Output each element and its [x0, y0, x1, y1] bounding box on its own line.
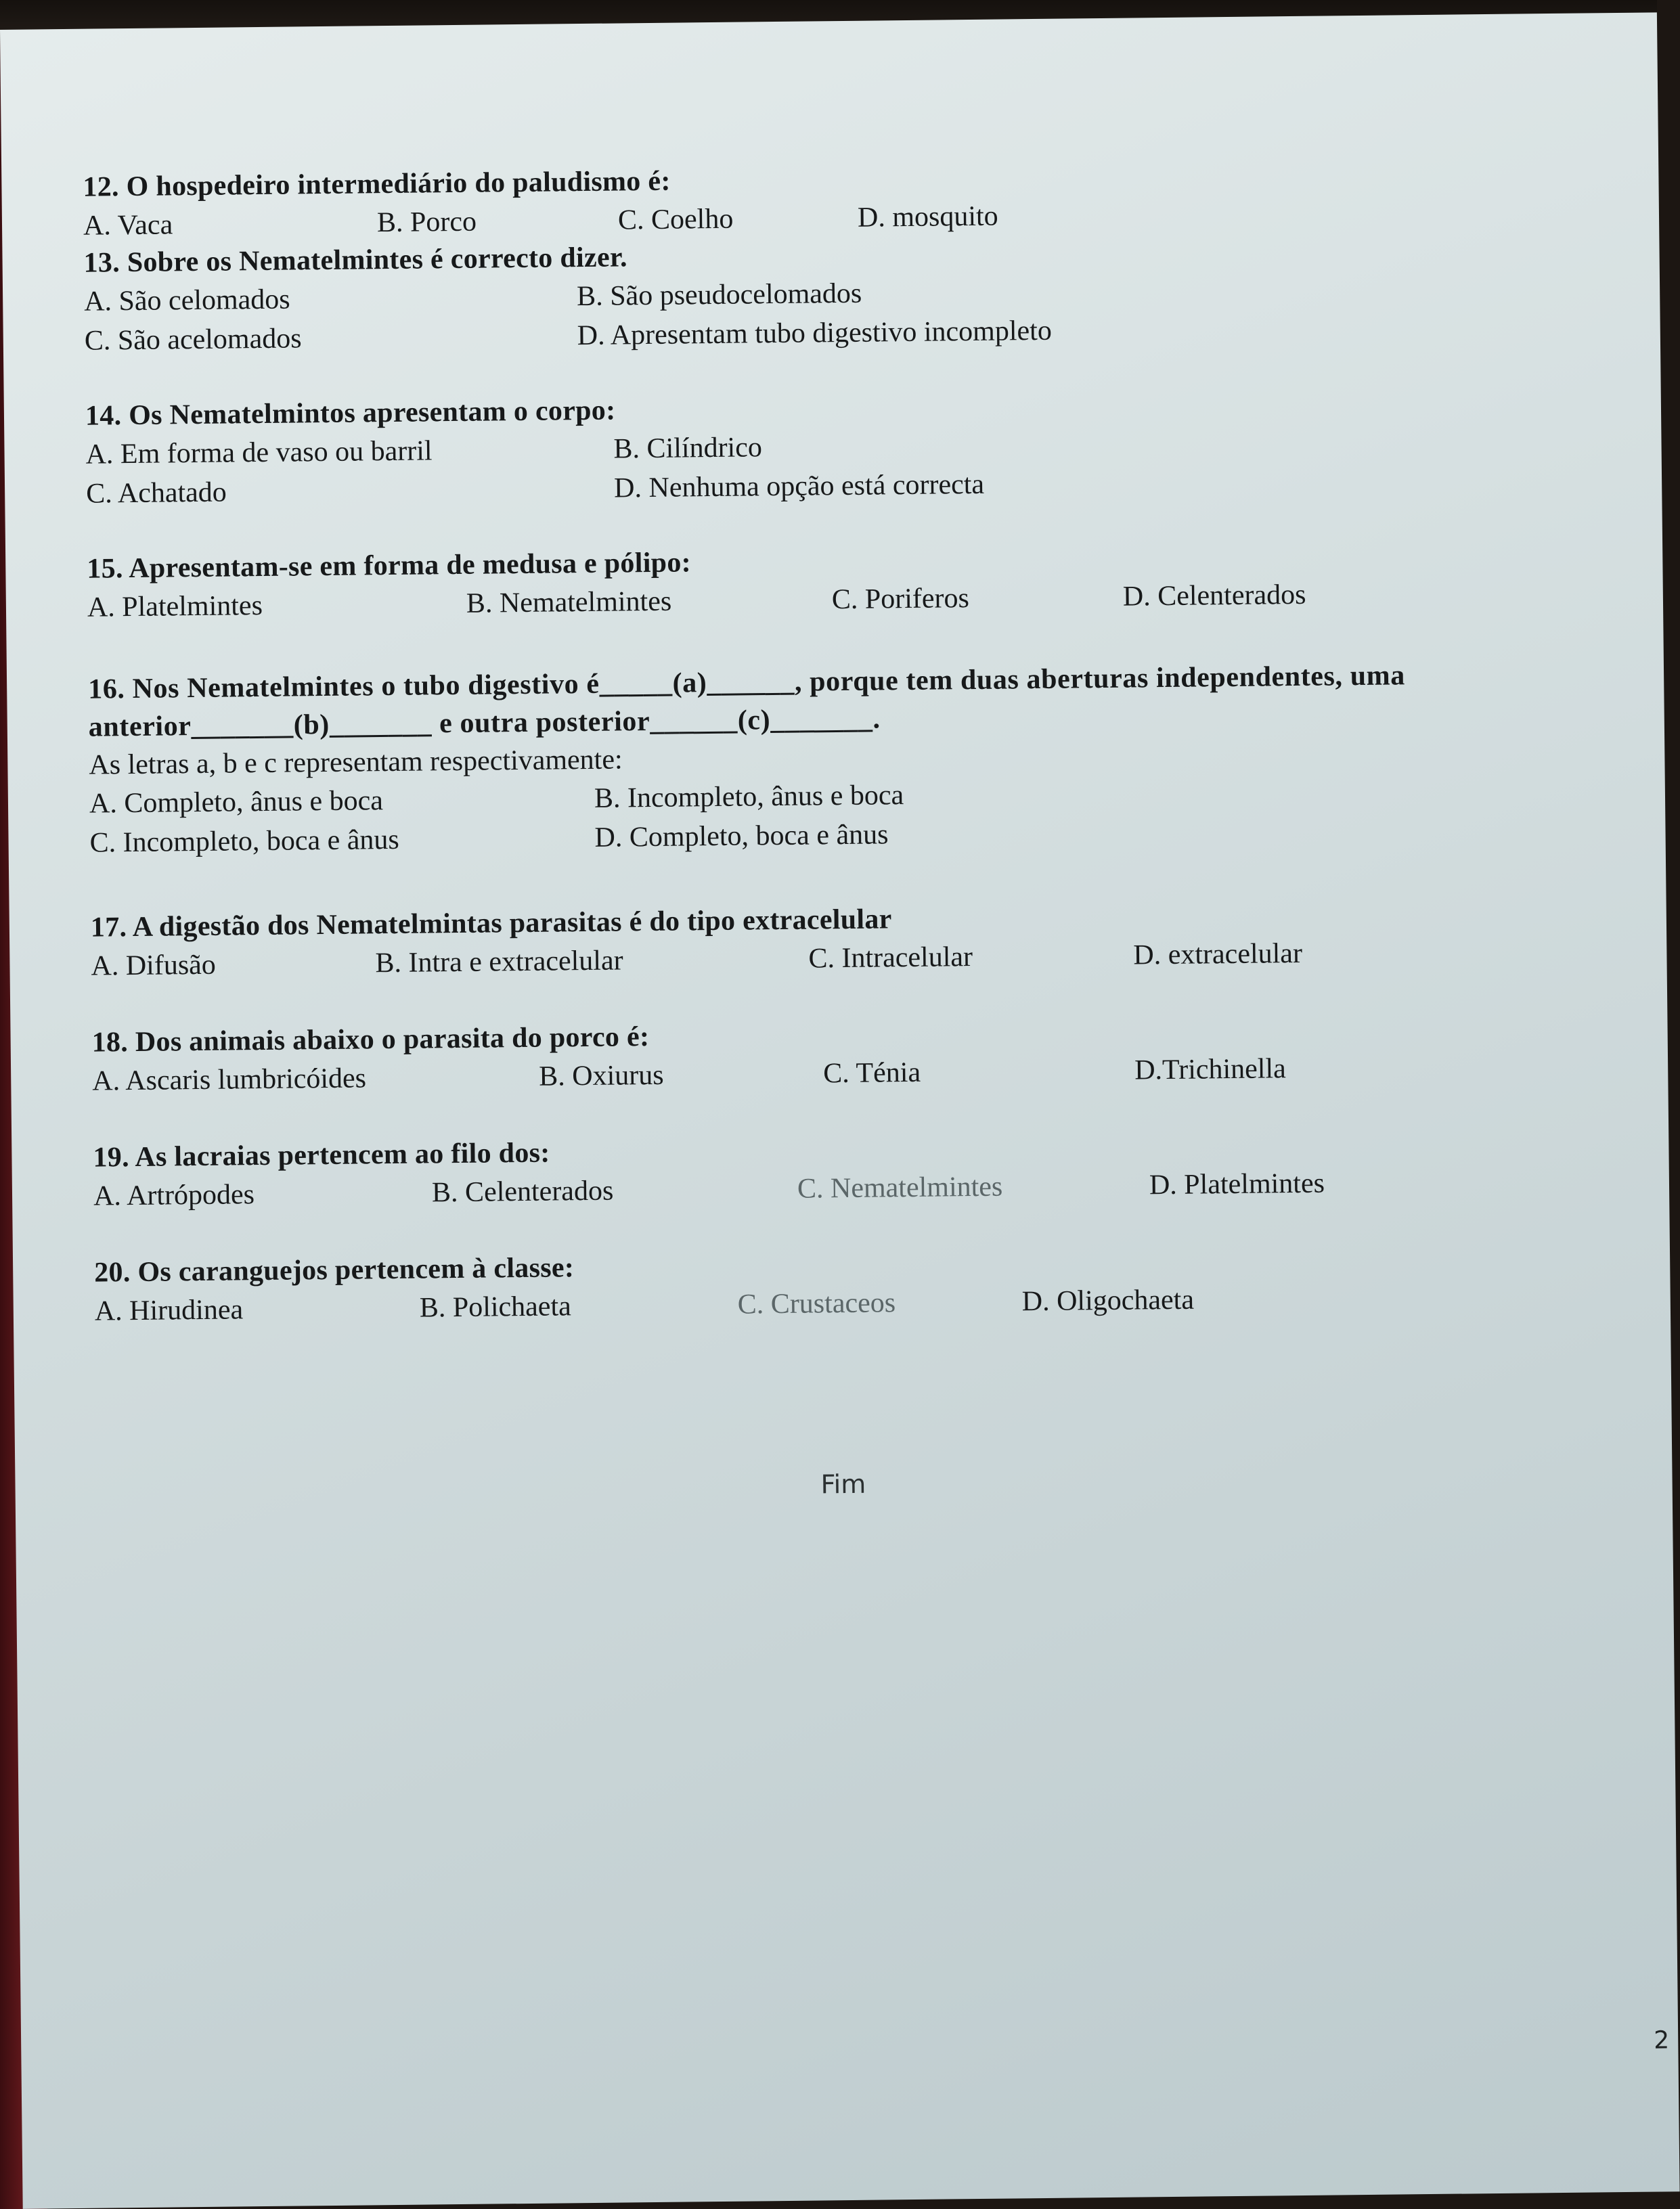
question-stem: 15. Apresentam-se em forma de medusa e pólipo: [87, 547, 692, 585]
option-c: C. São acelomados [84, 323, 302, 357]
option-c: C. Coelho [617, 203, 734, 236]
question-options [89, 769, 1579, 863]
option-d: D. Platelmintes [1149, 1167, 1325, 1201]
option-b: B. Intra e extracelular [375, 945, 623, 979]
option-b: B. Polichaeta [419, 1291, 571, 1324]
question-19 [93, 1123, 1583, 1216]
option-b: B. Porco [376, 206, 477, 239]
option-b: B. Nematelmintes [466, 585, 672, 619]
option-d: D. Apresentam tubo digestivo incompleto [577, 315, 1053, 352]
option-d: D. mosquito [857, 200, 998, 233]
question-options [84, 267, 1574, 361]
question-stem: 14. Os Nematelmintos apresentam o corpo: [85, 395, 616, 432]
option-d: D. Completo, boca e ânus [594, 819, 889, 853]
option-a: A. Difusão [91, 949, 217, 982]
option-b: B. Cilíndrico [613, 432, 763, 465]
exam-sheet [0, 12, 1680, 2208]
option-b: B. Celenterados [431, 1175, 614, 1209]
option-b: B. Incompleto, ânus e boca [594, 780, 904, 814]
question-18 [91, 1008, 1581, 1101]
option-c: C. Crustaceos [737, 1287, 896, 1320]
question-20 [94, 1239, 1584, 1331]
question-stem: 12. O hospedeiro intermediário do paludismo é: [83, 165, 671, 203]
question-17 [91, 893, 1580, 986]
option-a: A. Platelmintes [87, 589, 263, 623]
option-c: C. Poriferos [831, 583, 970, 616]
option-a: A. Hirudinea [94, 1294, 244, 1327]
question-stem: 16. Nos Nematelmintes o tubo digestivo é_____(a)______, porque tem duas aberturas independentes, uma anterior_______(b)_______ e outra posterior______(c)_______. [87, 660, 1406, 743]
question-stem: 17. A digestão dos Nematelmintas parasitas é do tipo extracelular [90, 903, 892, 943]
option-c: C. Intracelular [808, 941, 973, 975]
option-d: D. Nenhuma opção está correcta [613, 468, 985, 504]
question-instruction: As letras a, b e c representam respectivamente: [89, 744, 623, 781]
option-d: D. Oligochaeta [1021, 1284, 1195, 1318]
question-stem: 13. Sobre os Nematelmintes é correcto dizer. [83, 242, 628, 279]
option-a: A. São celomados [83, 284, 290, 317]
question-14 [85, 382, 1576, 514]
end-text: Fim [820, 1469, 866, 1500]
option-b: B. São pseudocelomados [576, 277, 862, 313]
page-number: 2 [1654, 2026, 1670, 2055]
option-c: C. Nematelmintes [797, 1171, 1003, 1205]
option-a: A. Vaca [83, 209, 173, 242]
exam-content [83, 135, 1572, 1327]
option-d: D. Celenterados [1122, 579, 1306, 612]
question-stem: 18. Dos animais abaixo o parasita do porco é: [91, 1021, 650, 1058]
question-options [85, 420, 1575, 514]
option-d: D.Trichinella [1134, 1053, 1287, 1086]
option-c: C. Achatado [85, 476, 227, 510]
question-stem: 19. As lacraias pertencem ao filo dos: [93, 1137, 550, 1174]
option-a: A. Ascaris lumbricóides [92, 1063, 367, 1097]
question-13 [83, 229, 1574, 361]
question-15 [87, 535, 1576, 627]
question-stem: 20. Os caranguejos pertencem à classe: [93, 1252, 575, 1289]
option-a: A. Artrópodes [93, 1179, 255, 1212]
question-16 [88, 655, 1579, 863]
option-c: C. Incompleto, boca e ânus [89, 824, 400, 859]
option-d: D. extracelular [1133, 937, 1303, 971]
option-a: A. Completo, ânus e boca [89, 785, 384, 820]
option-a: A. Em forma de vaso ou barril [85, 435, 433, 470]
option-b: B. Oxiurus [539, 1059, 664, 1092]
option-c: C. Ténia [822, 1056, 921, 1090]
